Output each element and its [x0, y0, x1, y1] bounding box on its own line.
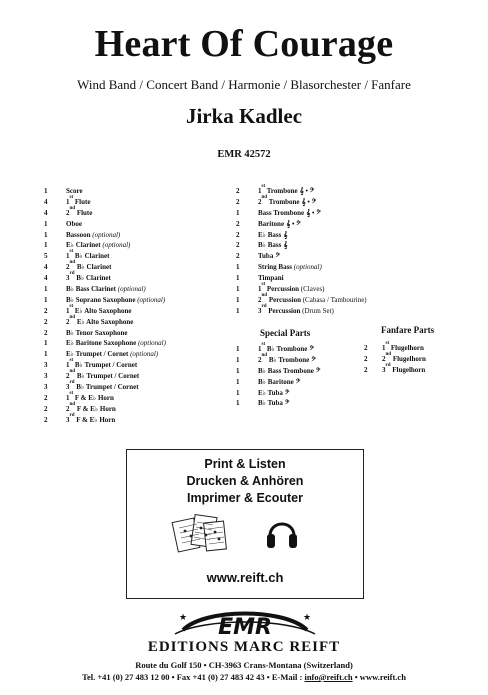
- part-label: B♭ Tuba: [258, 399, 283, 408]
- part-ordinal-suffix: rd: [69, 380, 75, 386]
- part-name: [66, 303, 132, 317]
- clef-icon: 𝄞 • 𝄢: [301, 197, 317, 206]
- print-listen-box[interactable]: [126, 449, 364, 599]
- part-ordinal-suffix: st: [261, 342, 266, 347]
- part-name: [66, 412, 116, 426]
- part-ordinal: 3: [66, 415, 70, 424]
- part-ordinal-suffix: st: [69, 249, 74, 255]
- part-quantity: 1: [236, 274, 240, 283]
- part-ordinal: 2: [258, 295, 262, 304]
- part-ordinal: 1: [66, 252, 70, 261]
- part-quantity: 1: [44, 219, 48, 228]
- part-label: Timpani: [258, 274, 284, 283]
- part-name: [66, 284, 146, 295]
- part-ordinal-suffix: rd: [69, 412, 75, 418]
- part-name: [258, 366, 320, 377]
- part-name: [258, 240, 287, 251]
- promo-url[interactable]: www.reift.ch: [206, 570, 284, 585]
- part-label: B♭ Trumpet / Cornet: [76, 372, 140, 381]
- optional-tag: (optional): [117, 285, 146, 294]
- logo-star-left: ★: [179, 612, 188, 622]
- part-row: [236, 194, 367, 208]
- part-quantity: 3: [44, 383, 48, 392]
- part-row: [236, 262, 367, 273]
- part-ordinal: 1: [66, 393, 70, 402]
- part-quantity: 2: [236, 241, 240, 250]
- part-row: [44, 284, 166, 295]
- part-label: Trombone: [268, 197, 300, 206]
- part-name: [66, 186, 83, 197]
- part-ordinal: 1: [258, 285, 262, 294]
- part-name: [258, 377, 300, 388]
- part-quantity: 1: [236, 388, 240, 397]
- part-label: Score: [66, 187, 83, 195]
- clef-icon: 𝄞: [283, 241, 288, 250]
- part-row: [236, 273, 367, 284]
- part-row: [44, 273, 166, 284]
- part-row: [44, 360, 166, 371]
- part-name: [258, 208, 321, 219]
- part-row: [236, 388, 320, 399]
- part-ordinal-suffix: st: [261, 184, 266, 189]
- part-ordinal-suffix: st: [69, 358, 74, 364]
- part-row: [236, 186, 367, 197]
- part-row: [44, 251, 166, 262]
- part-label: B♭ Clarinet: [74, 252, 110, 261]
- part-label: Flugelhorn: [392, 365, 426, 374]
- part-ordinal: 2: [258, 197, 262, 206]
- part-quantity: 2: [44, 393, 48, 402]
- part-row: [44, 328, 166, 339]
- part-row: [236, 366, 320, 377]
- part-quantity: 1: [236, 377, 240, 386]
- part-row: [236, 240, 367, 251]
- email-link[interactable]: info@reift.ch: [304, 672, 353, 682]
- part-quantity: 3: [44, 361, 48, 370]
- part-label: F & E♭ Horn: [76, 404, 116, 413]
- part-quantity: 1: [236, 345, 240, 353]
- page-title: Heart Of Courage: [94, 23, 394, 65]
- optional-tag: (optional): [137, 339, 166, 348]
- part-row: [236, 208, 367, 219]
- part-label: F & E♭ Horn: [74, 393, 114, 402]
- website-link[interactable]: • www.reift.ch: [352, 672, 406, 682]
- part-ordinal-suffix: st: [261, 282, 266, 288]
- part-label: B♭ Trumpet / Cornet: [74, 361, 138, 370]
- part-quantity: 1: [236, 263, 240, 272]
- part-label: E♭ Clarinet: [66, 241, 101, 250]
- part-row: [236, 303, 367, 317]
- fanfare-parts-list: [364, 343, 426, 376]
- part-ordinal-suffix: st: [69, 390, 74, 396]
- parts-list-right: [236, 186, 367, 317]
- part-row: [236, 251, 367, 262]
- part-quantity: 2: [44, 317, 48, 326]
- part-ordinal: 2: [382, 354, 386, 363]
- part-row: [44, 219, 166, 230]
- part-ordinal: 1: [382, 344, 386, 352]
- part-label: Percussion: [268, 306, 301, 315]
- ensemble-subtitle: Wind Band / Concert Band / Harmonie / Blasorchester / Fanfare: [77, 77, 411, 92]
- part-row: [44, 240, 166, 251]
- part-name: [382, 362, 426, 376]
- part-quantity: 2: [44, 306, 48, 315]
- part-quantity: 1: [236, 355, 240, 364]
- part-label: B♭ Tenor Saxophone: [66, 328, 128, 337]
- drucken-line: Drucken & Anhören: [186, 474, 304, 488]
- part-name: [66, 349, 158, 360]
- clef-icon: 𝄢: [295, 377, 301, 386]
- clef-icon: 𝄞 • 𝄢: [306, 208, 321, 217]
- part-ordinal: 2: [66, 208, 70, 217]
- part-quantity: 3: [44, 372, 48, 381]
- part-ordinal-suffix: nd: [69, 260, 76, 266]
- part-name: [258, 262, 322, 273]
- part-label: B♭ Baritone: [258, 377, 294, 386]
- part-label: Flugelhorn: [392, 354, 426, 363]
- part-row: [236, 398, 320, 409]
- part-ordinal: 3: [258, 306, 262, 315]
- parts-list-left: [44, 186, 166, 426]
- part-ordinal-suffix: rd: [69, 271, 75, 277]
- clef-icon: 𝄞: [283, 230, 288, 239]
- part-label: B♭ Trumpet / Cornet: [76, 383, 139, 392]
- part-quantity: 2: [236, 252, 240, 261]
- part-ordinal: 1: [66, 361, 70, 370]
- clef-icon: 𝄢: [284, 399, 290, 408]
- part-label: B♭ Trombone: [268, 355, 310, 364]
- part-label: Flute: [74, 197, 91, 206]
- part-name: [258, 219, 301, 230]
- part-ordinal-suffix: nd: [69, 205, 76, 211]
- part-quantity: 2: [364, 365, 368, 374]
- part-ordinal-suffix: nd: [261, 292, 268, 298]
- part-row: [364, 343, 426, 354]
- part-ordinal-suffix: nd: [69, 401, 76, 407]
- part-quantity: 1: [44, 339, 48, 348]
- part-label: E♭ Tuba: [258, 388, 283, 397]
- part-name: [258, 292, 367, 306]
- part-row: [44, 262, 166, 273]
- part-quantity: 2: [236, 187, 240, 195]
- part-name: [258, 352, 316, 366]
- part-row: [236, 284, 367, 295]
- logo-star-right: ★: [303, 612, 312, 622]
- part-row: [44, 338, 166, 349]
- instrument-note: (Cabasa / Tambourine): [302, 295, 367, 304]
- part-quantity: 1: [44, 350, 48, 359]
- part-label: Flugelhorn: [390, 344, 424, 352]
- publisher-contact: [0, 672, 488, 682]
- part-name: [258, 398, 289, 409]
- part-label: E♭ Trumpet / Cornet: [66, 350, 129, 359]
- part-ordinal-suffix: st: [69, 194, 74, 200]
- part-row: [236, 352, 320, 366]
- part-quantity: 2: [364, 344, 368, 352]
- part-ordinal-suffix: nd: [261, 194, 268, 200]
- clef-icon: 𝄢: [311, 355, 316, 364]
- part-quantity: 2: [44, 404, 48, 413]
- part-row: [44, 205, 166, 219]
- part-ordinal-suffix: st: [385, 341, 390, 346]
- part-name: [66, 240, 130, 251]
- part-row: [236, 219, 367, 230]
- clef-icon: 𝄢: [275, 252, 280, 261]
- part-row: [44, 194, 166, 208]
- part-name: [66, 314, 134, 328]
- part-ordinal: 1: [66, 306, 70, 315]
- part-label: E♭ Alto Saxophone: [74, 306, 132, 315]
- part-row: [364, 362, 426, 376]
- part-row: [44, 382, 166, 393]
- part-quantity: 1: [236, 295, 240, 304]
- optional-tag: (optional): [293, 263, 322, 272]
- part-label: Percussion: [268, 295, 301, 304]
- part-name: [258, 230, 287, 241]
- clef-icon: 𝄢: [309, 345, 314, 353]
- print-listen-line: Print & Listen: [204, 457, 286, 471]
- part-row: [44, 371, 166, 382]
- part-quantity: 4: [44, 208, 48, 217]
- part-ordinal-suffix: st: [69, 303, 74, 309]
- part-label: E♭ Bass: [258, 230, 282, 239]
- part-name: [66, 328, 128, 339]
- part-ordinal: 1: [258, 187, 262, 195]
- part-row: [44, 295, 166, 306]
- part-ordinal: 3: [382, 365, 386, 374]
- part-name: [66, 219, 82, 230]
- part-label: B♭ Bass Clarinet: [66, 285, 116, 294]
- part-quantity: 1: [236, 208, 240, 217]
- part-ordinal-suffix: nd: [385, 351, 392, 357]
- part-label: B♭ Soprano Saxophone: [66, 295, 136, 304]
- part-label: Trombone: [266, 187, 298, 195]
- optional-tag: (optional): [130, 350, 159, 359]
- part-quantity: 2: [364, 354, 368, 363]
- part-name: [66, 230, 120, 241]
- part-ordinal: 2: [66, 404, 70, 413]
- part-label: B♭ Clarinet: [76, 274, 111, 283]
- part-label: Bassoon: [66, 230, 91, 239]
- part-name: [66, 295, 165, 306]
- part-ordinal: 2: [66, 372, 70, 381]
- part-name: [258, 284, 325, 295]
- part-label: Bass Trombone: [258, 208, 305, 217]
- part-label: B♭ Clarinet: [76, 263, 112, 272]
- part-quantity: 1: [236, 366, 240, 375]
- part-quantity: 2: [44, 415, 48, 424]
- part-row: [236, 292, 367, 306]
- headphones-icon: [265, 512, 299, 552]
- part-label: E♭ Alto Saxophone: [76, 317, 134, 326]
- part-ordinal-suffix: rd: [385, 362, 391, 368]
- part-label: Percussion: [266, 285, 300, 294]
- part-quantity: 2: [44, 328, 48, 337]
- optional-tag: (optional): [137, 295, 166, 304]
- part-quantity: 1: [236, 399, 240, 408]
- part-row: [44, 349, 166, 360]
- part-row: [44, 401, 166, 415]
- part-label: B♭ Bass Trombone: [258, 366, 314, 375]
- publisher-address: Route du Golf 150 • CH-3963 Crans-Montana (Switzerland): [135, 660, 353, 670]
- part-ordinal-suffix: nd: [69, 314, 76, 320]
- special-parts-list: [236, 344, 320, 409]
- part-name: [66, 205, 93, 219]
- part-name: [258, 251, 280, 262]
- contact-phone-fax: Tel. +41 (0) 27 483 12 00 • Fax +41 (0) 27 483 42 43 • E-Mail :: [82, 672, 305, 682]
- part-quantity: 4: [44, 263, 48, 272]
- part-quantity: 1: [44, 230, 48, 239]
- part-row: [44, 230, 166, 241]
- imprimer-line: Imprimer & Ecouter: [186, 491, 303, 505]
- part-label: Tuba: [258, 252, 274, 261]
- part-ordinal-suffix: rd: [261, 303, 267, 309]
- part-ordinal: 2: [258, 355, 262, 364]
- emr-logo-text: EMR: [218, 615, 272, 640]
- part-label: String Bass: [258, 263, 293, 272]
- part-row: [44, 412, 166, 426]
- part-name: [66, 382, 139, 393]
- part-label: F & E♭ Horn: [76, 415, 116, 424]
- part-label: B♭ Trombone: [266, 345, 308, 353]
- part-name: [258, 303, 334, 317]
- part-quantity: 1: [44, 295, 48, 304]
- part-quantity: 5: [44, 252, 48, 261]
- part-ordinal: 2: [66, 263, 70, 272]
- emr-logo: [165, 604, 325, 642]
- publisher-name: EDITIONS MARC REIFT: [147, 639, 341, 655]
- part-label: Oboe: [66, 219, 82, 228]
- part-row: [44, 314, 166, 328]
- part-row: [236, 230, 367, 241]
- clef-icon: 𝄞 • 𝄢: [299, 187, 315, 195]
- instrument-note: (Claves): [300, 285, 325, 294]
- clef-icon: 𝄞 • 𝄢: [286, 219, 301, 228]
- clef-icon: 𝄢: [284, 388, 290, 397]
- part-ordinal: 1: [66, 197, 70, 206]
- part-row: [44, 186, 166, 197]
- part-name: [66, 371, 139, 382]
- part-quantity: 1: [44, 285, 48, 294]
- part-quantity: 4: [44, 274, 48, 283]
- part-quantity: 2: [236, 230, 240, 239]
- part-row: [44, 303, 166, 317]
- part-label: B♭ Bass: [258, 241, 282, 250]
- special-parts-heading: Special Parts: [260, 328, 311, 338]
- part-quantity: 1: [236, 285, 240, 294]
- part-label: Flute: [76, 208, 93, 217]
- part-row: [236, 377, 320, 388]
- part-quantity: 2: [236, 197, 240, 206]
- part-ordinal: 1: [258, 345, 262, 353]
- clef-icon: 𝄢: [315, 366, 321, 375]
- catalog-code: EMR 42572: [217, 149, 271, 160]
- part-row: [44, 390, 166, 404]
- part-quantity: 2: [236, 219, 240, 228]
- part-row: [364, 351, 426, 365]
- part-ordinal-suffix: nd: [261, 352, 268, 358]
- part-name: [66, 273, 111, 284]
- sheet-music-icon: [171, 512, 231, 556]
- part-name: [66, 360, 137, 371]
- part-quantity: 1: [236, 306, 240, 315]
- part-name: [66, 338, 166, 349]
- composer-name: Jirka Kadlec: [185, 104, 303, 128]
- part-ordinal: 3: [66, 383, 70, 392]
- part-ordinal: 2: [66, 317, 70, 326]
- part-name: [258, 388, 289, 399]
- part-quantity: 1: [44, 241, 48, 250]
- optional-tag: (optional): [102, 241, 131, 250]
- part-label: Baritone: [258, 219, 285, 228]
- part-quantity: 4: [44, 197, 48, 206]
- part-label: E♭ Baritone Saxophone: [66, 339, 137, 348]
- part-name: [258, 194, 317, 208]
- fanfare-parts-heading: Fanfare Parts: [381, 325, 435, 335]
- part-quantity: 1: [44, 187, 48, 195]
- optional-tag: (optional): [92, 230, 121, 239]
- instrument-note: (Drum Set): [302, 306, 334, 315]
- part-ordinal: 3: [66, 274, 70, 283]
- part-row: [236, 344, 320, 355]
- part-ordinal-suffix: nd: [69, 369, 76, 375]
